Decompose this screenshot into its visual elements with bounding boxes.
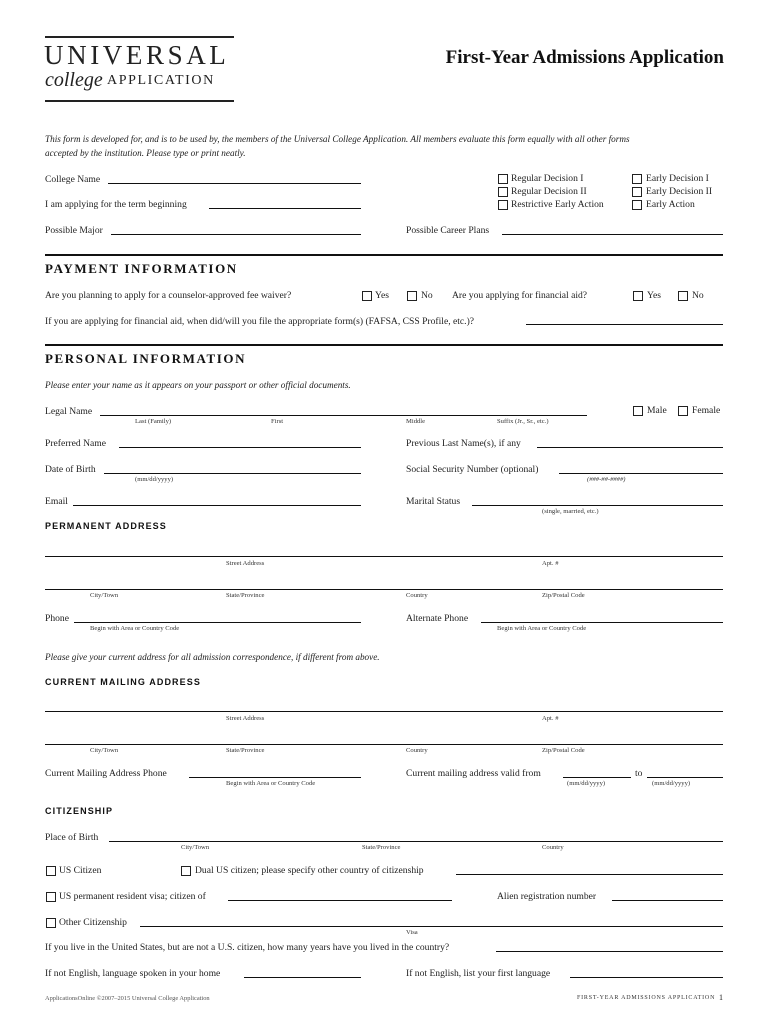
email-field[interactable]: [73, 505, 361, 506]
hint-alt-phone-code: Begin with Area or Country Code: [497, 625, 587, 632]
marital-status-field[interactable]: [472, 505, 723, 506]
early-action-checkbox[interactable]: [632, 200, 642, 210]
us-citizen-checkbox[interactable]: [46, 866, 56, 876]
early-action-label: Early Action: [646, 199, 695, 210]
early-decision-2-label: Early Decision II: [646, 186, 713, 197]
ssn-label: Social Security Number (optional): [406, 464, 539, 475]
term-field[interactable]: [209, 208, 361, 209]
valid-to-label: to: [635, 768, 643, 779]
college-name-field[interactable]: [108, 183, 361, 184]
legal-name-label: Legal Name: [45, 406, 93, 417]
fee-waiver-yes-checkbox[interactable]: [362, 291, 372, 301]
hint-dob: (mm/dd/yyyy): [135, 476, 174, 483]
hint-birth-country: Country: [542, 844, 564, 851]
financial-aid-yes-checkbox[interactable]: [633, 291, 643, 301]
permanent-address-heading: PERMANENT ADDRESS: [45, 521, 167, 531]
hint-marital: (single, married, etc.): [542, 508, 599, 515]
hint-mailing-apt: Apt. #: [542, 715, 559, 722]
hint-zip: Zip/Postal Code: [542, 592, 585, 599]
valid-from-label: Current mailing address valid from: [406, 768, 541, 779]
hint-middle-name: Middle: [406, 418, 426, 425]
home-language-field[interactable]: [244, 977, 361, 978]
alternate-phone-field[interactable]: [481, 622, 723, 623]
financial-aid-yes-label: Yes: [647, 290, 661, 301]
hint-suffix: Suffix (Jr., Sr., etc.): [497, 418, 549, 425]
financial-aid-no-label: No: [692, 290, 704, 301]
previous-last-name-label: Previous Last Name(s), if any: [406, 438, 521, 449]
major-field[interactable]: [111, 234, 361, 235]
logo-college: college: [45, 69, 103, 91]
marital-status-label: Marital Status: [406, 496, 461, 507]
hint-birth-city: City/Town: [181, 844, 210, 851]
hint-country: Country: [406, 592, 428, 599]
preferred-name-label: Preferred Name: [45, 438, 106, 449]
dob-field[interactable]: [104, 473, 361, 474]
alien-registration-field[interactable]: [612, 900, 723, 901]
hint-mailing-state: State/Province: [226, 747, 265, 754]
mailing-phone-field[interactable]: [189, 777, 361, 778]
place-of-birth-label: Place of Birth: [45, 832, 99, 843]
other-citizenship-label: Other Citizenship: [59, 917, 127, 928]
email-label: Email: [45, 496, 68, 507]
hint-ssn: (###-##-####): [587, 476, 626, 483]
footer-form-name: FIRST-YEAR ADMISSIONS APPLICATION: [577, 995, 716, 1001]
current-address-note: Please give your current address for all admission correspondence, if different from above.: [45, 652, 380, 662]
logo-top-rule: [45, 36, 234, 38]
early-decision-1-label: Early Decision I: [646, 173, 709, 184]
hint-street: Street Address: [226, 560, 265, 567]
intro-text-2: accepted by the institution. Please type or print neatly.: [45, 148, 246, 158]
name-note: Please enter your name as it appears on your passport or other official documents.: [45, 380, 351, 390]
hint-visa: Visa: [406, 929, 418, 936]
phone-field[interactable]: [74, 622, 361, 623]
male-checkbox[interactable]: [633, 406, 643, 416]
regular-decision-1-label: Regular Decision I: [511, 173, 584, 184]
permanent-street-field[interactable]: [45, 556, 723, 557]
early-decision-1-checkbox[interactable]: [632, 174, 642, 184]
career-field[interactable]: [502, 234, 723, 235]
hint-mailing-street: Street Address: [226, 715, 265, 722]
hint-mailing-phone-code: Begin with Area or Country Code: [226, 780, 316, 787]
page-title: First-Year Admissions Application: [445, 47, 724, 68]
first-language-field[interactable]: [570, 977, 723, 978]
years-in-us-question: If you live in the United States, but are not a U.S. citizen, how many years have you lived in the country?: [45, 942, 450, 953]
home-language-label: If not English, language spoken in your home: [45, 968, 221, 979]
restrictive-early-action-checkbox[interactable]: [498, 200, 508, 210]
us-citizen-label: US Citizen: [59, 865, 102, 876]
previous-last-name-field[interactable]: [537, 447, 723, 448]
personal-rule: [45, 344, 723, 346]
dual-citizen-country-field[interactable]: [456, 874, 723, 875]
mailing-address-heading: CURRENT MAILING ADDRESS: [45, 677, 201, 687]
hint-mailing-country: Country: [406, 747, 428, 754]
hint-phone-code: Begin with Area or Country Code: [90, 625, 180, 632]
hint-mailing-zip: Zip/Postal Code: [542, 747, 585, 754]
other-citizenship-checkbox[interactable]: [46, 918, 56, 928]
ssn-field[interactable]: [559, 473, 723, 474]
permanent-resident-label: US permanent resident visa; citizen of: [59, 891, 206, 902]
hint-valid-from: (mm/dd/yyyy): [567, 780, 606, 787]
major-label: Possible Major: [45, 225, 103, 236]
citizenship-heading: CITIZENSHIP: [45, 806, 114, 816]
logo-universal: UNIVERSAL: [44, 40, 230, 70]
fee-waiver-question: Are you planning to apply for a counselor-approved fee waiver?: [45, 290, 292, 301]
valid-to-field[interactable]: [647, 777, 723, 778]
aid-filing-field[interactable]: [526, 324, 723, 325]
legal-name-field[interactable]: [100, 415, 587, 416]
alien-registration-label: Alien registration number: [497, 891, 597, 902]
hint-last-name: Last (Family): [135, 418, 172, 425]
regular-decision-2-label: Regular Decision II: [511, 186, 587, 197]
permanent-resident-checkbox[interactable]: [46, 892, 56, 902]
place-of-birth-field[interactable]: [109, 841, 723, 842]
fee-waiver-no-checkbox[interactable]: [407, 291, 417, 301]
career-label: Possible Career Plans: [406, 225, 490, 236]
logo-bottom-rule: [45, 100, 234, 102]
first-language-label: If not English, list your first language: [406, 968, 551, 979]
resident-country-field[interactable]: [228, 900, 452, 901]
phone-label: Phone: [45, 613, 69, 624]
fee-waiver-no-label: No: [421, 290, 433, 301]
hint-city: City/Town: [90, 592, 119, 599]
aid-filing-question: If you are applying for financial aid, when did/will you file the appropriate form(s) (FAFSA, CSS Profile, etc.)?: [45, 316, 475, 327]
years-in-us-field[interactable]: [496, 951, 723, 952]
payment-rule: [45, 254, 723, 256]
financial-aid-question: Are you applying for financial aid?: [452, 290, 588, 301]
intro-text: This form is developed for, and is to be used by, the members of the Universal College Application. All members evaluate this form equally with all other forms: [45, 134, 630, 144]
female-label: Female: [692, 405, 721, 416]
payment-heading: PAYMENT INFORMATION: [45, 261, 238, 276]
college-name-label: College Name: [45, 174, 101, 185]
financial-aid-no-checkbox[interactable]: [678, 291, 688, 301]
hint-apt: Apt. #: [542, 560, 559, 567]
female-checkbox[interactable]: [678, 406, 688, 416]
hint-mailing-city: City/Town: [90, 747, 119, 754]
valid-from-field[interactable]: [563, 777, 631, 778]
restrictive-early-action-label: Restrictive Early Action: [511, 199, 604, 210]
permanent-city-field[interactable]: [45, 589, 723, 590]
footer-copyright: ApplicationsOnline ©2007–2015 Universal College Application: [45, 995, 210, 1002]
alternate-phone-label: Alternate Phone: [406, 613, 469, 624]
early-decision-2-checkbox[interactable]: [632, 187, 642, 197]
mailing-street-field[interactable]: [45, 711, 723, 712]
hint-state: State/Province: [226, 592, 265, 599]
fee-waiver-yes-label: Yes: [375, 290, 389, 301]
dual-citizen-checkbox[interactable]: [181, 866, 191, 876]
term-label: I am applying for the term beginning: [45, 199, 187, 210]
regular-decision-2-checkbox[interactable]: [498, 187, 508, 197]
mailing-phone-label: Current Mailing Address Phone: [45, 768, 167, 779]
mailing-city-field[interactable]: [45, 744, 723, 745]
hint-birth-state: State/Province: [362, 844, 401, 851]
preferred-name-field[interactable]: [119, 447, 361, 448]
hint-first-name: First: [271, 418, 284, 425]
male-label: Male: [647, 405, 667, 416]
page-number: 1: [719, 993, 723, 1002]
hint-valid-to: (mm/dd/yyyy): [652, 780, 691, 787]
dob-label: Date of Birth: [45, 464, 96, 475]
dual-citizen-label: Dual US citizen; please specify other country of citizenship: [195, 865, 424, 876]
regular-decision-1-checkbox[interactable]: [498, 174, 508, 184]
personal-heading: PERSONAL INFORMATION: [45, 351, 247, 366]
other-citizenship-field[interactable]: [140, 926, 723, 927]
logo-application: APPLICATION: [107, 73, 215, 88]
